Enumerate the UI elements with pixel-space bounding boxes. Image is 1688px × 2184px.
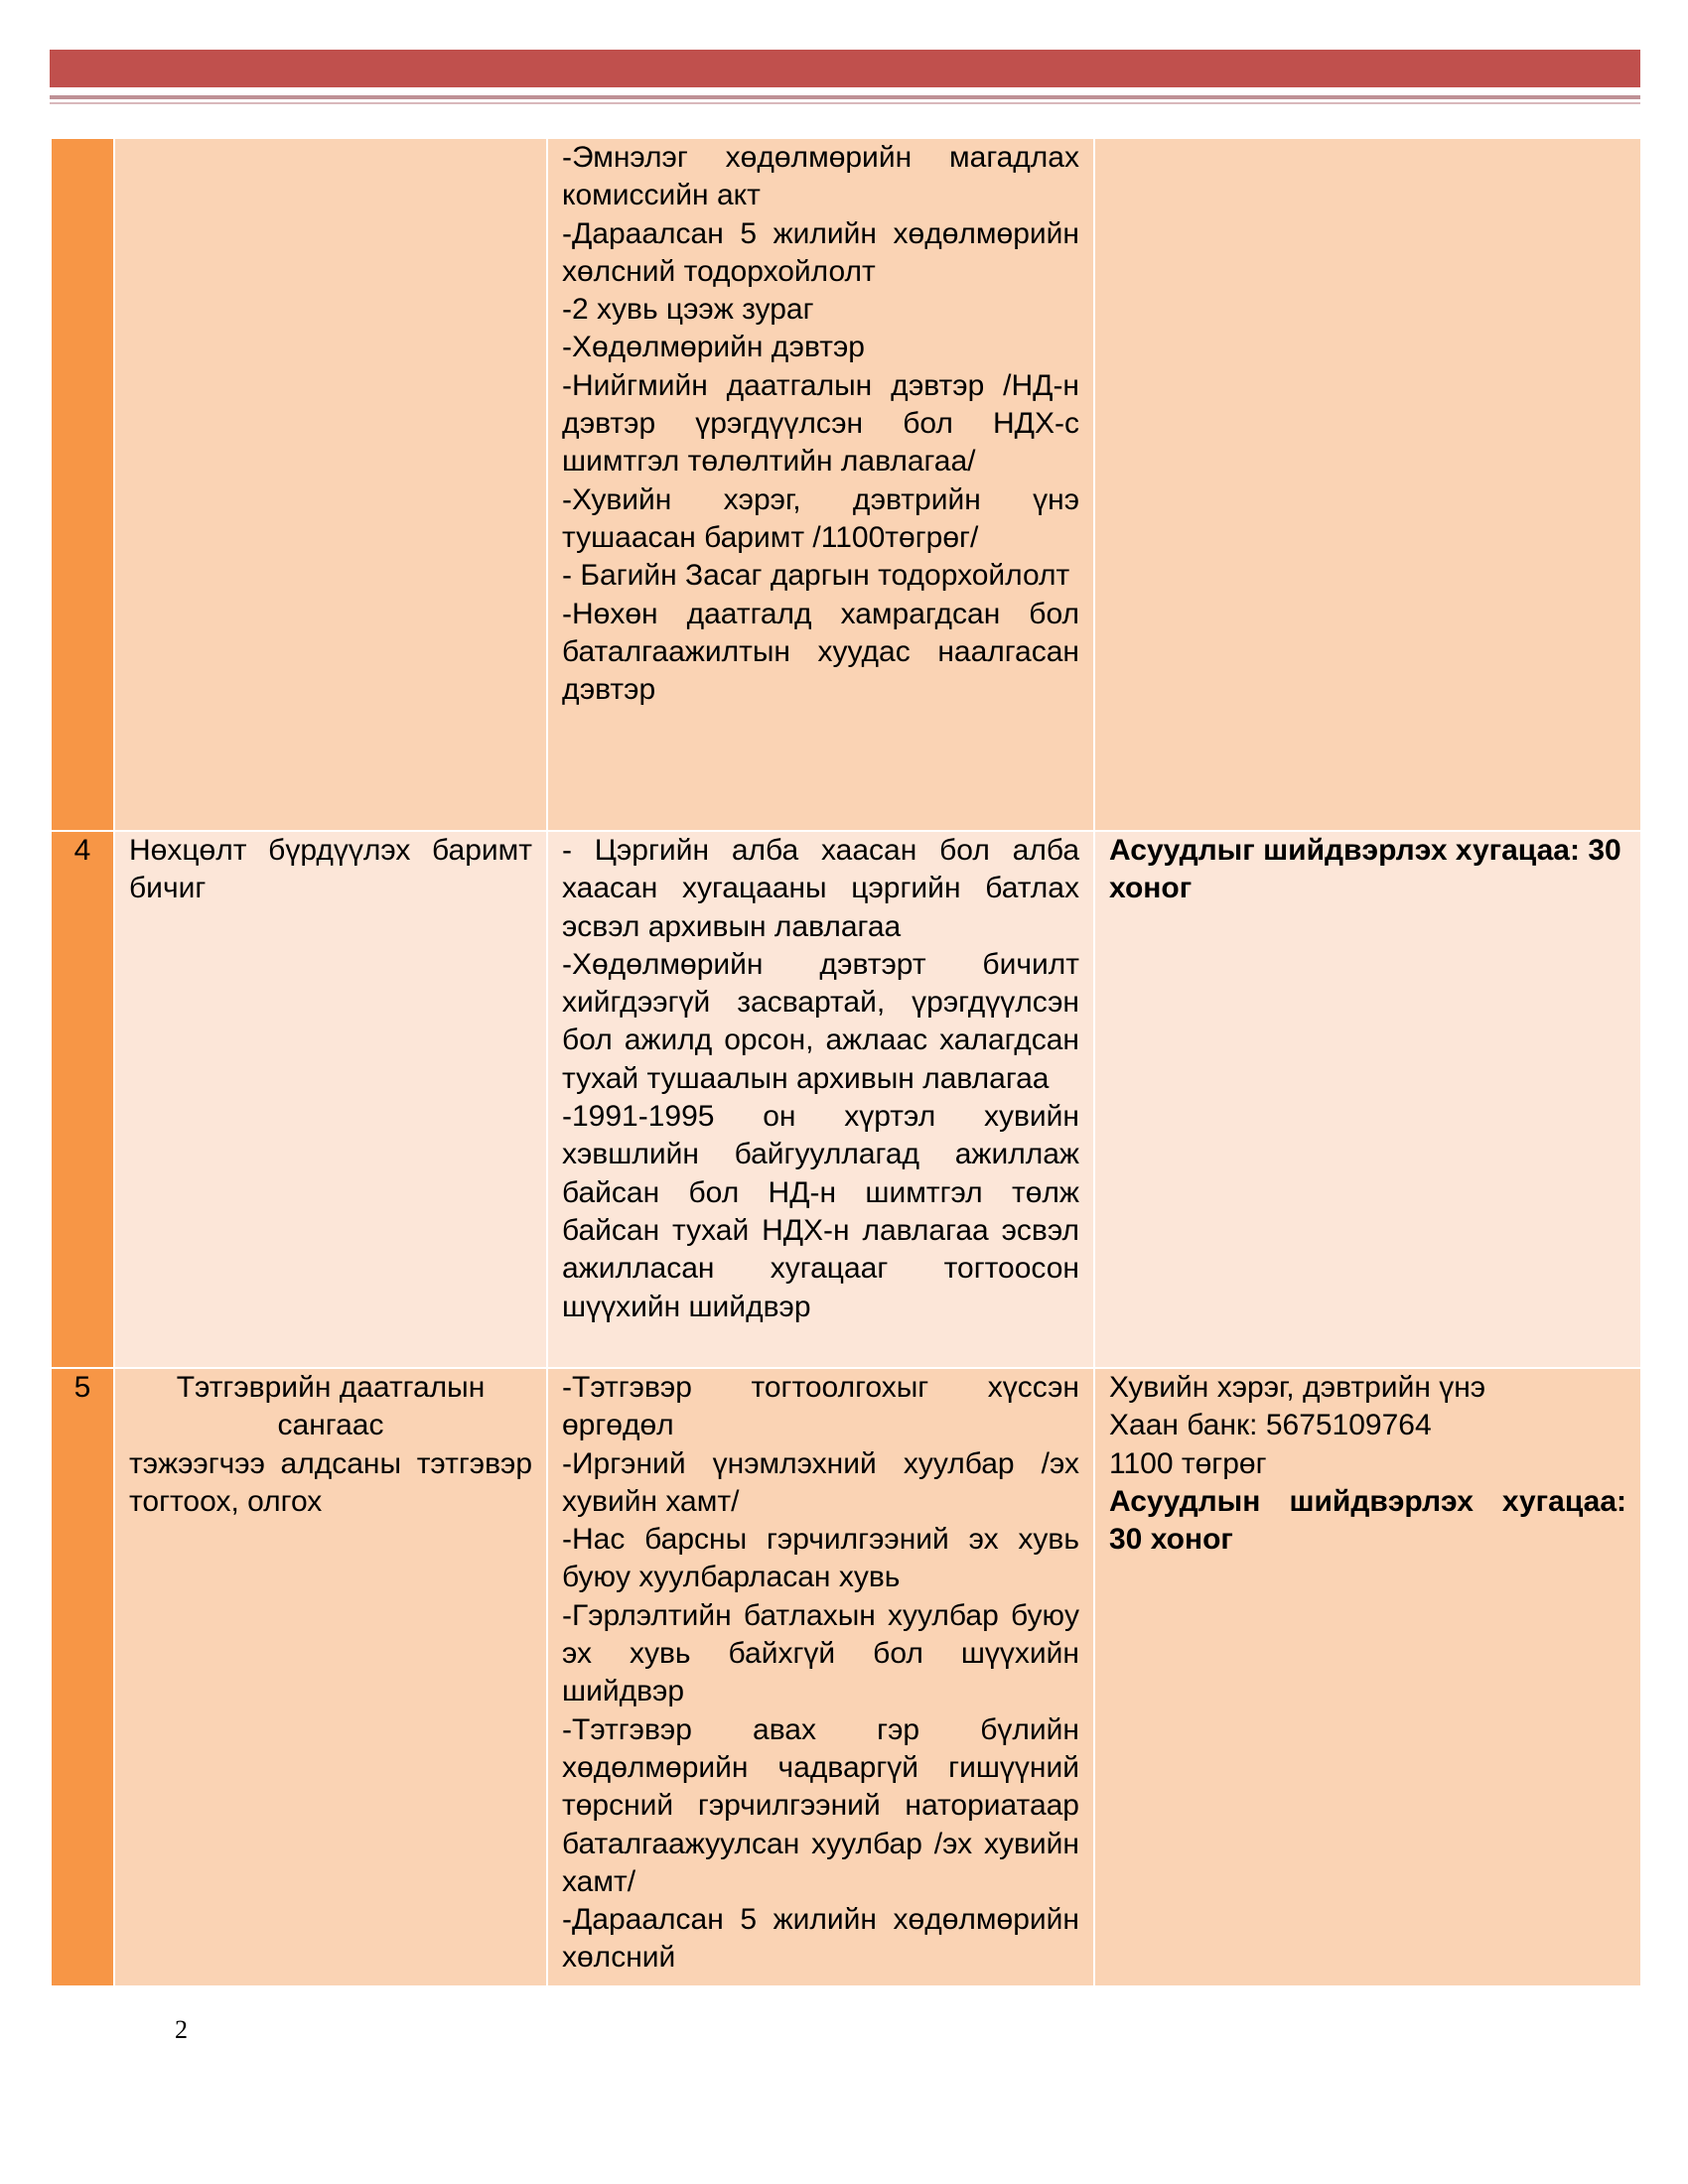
document-item: -Эмнэлэг хөдөлмөрийн магадлах комиссийн акт bbox=[562, 141, 1079, 212]
title-cell bbox=[114, 831, 547, 1368]
requirements-table bbox=[50, 137, 1642, 1987]
document-item: -1991-1995 он хүртэл хувийн хэвшлийн байгууллагад ажиллаж байсан бол НД-н шимтгэл төлж байсан тухай НДХ-н лавлагаа эсвэл ажилласан хугацааг тогтоосон шүүхийн шийдвэр bbox=[562, 1100, 1079, 1323]
document-item: -Дараалсан 5 жилийн хөдөлмөрийн хөлсний bbox=[562, 1903, 1079, 1975]
document-item: -Гэрлэлтийн батлахын хуулбар буюу эх хувь байхгүй бол шүүхийн шийдвэр bbox=[562, 1598, 1079, 1708]
document-item: -Нөхөн даатгалд хамрагдсан бол баталгаажилтын хуудас наалгасан дэвтэр bbox=[562, 597, 1079, 707]
row-number-cell: 5 bbox=[51, 1368, 114, 1986]
header-rule bbox=[50, 95, 1640, 99]
documents-cell bbox=[547, 831, 1094, 1368]
row-title: Нөхцөлт бүрдүүлэх баримт бичиг bbox=[129, 834, 532, 905]
document-item: -Хөдөлмөрийн дэвтэрт бичилт хийгдээгүй засвартай, үрэгдүүлсэн бол ажилд орсон, ажлаас халагдсан тухай тушаалын архивын лавлагаа bbox=[562, 947, 1079, 1095]
document-item: -Хувийн хэрэг, дэвтрийн үнэ тушаасан баримт /1100төгрөг/ bbox=[562, 482, 1079, 554]
row-title-line: тэжээгчээ алдсаны тэтгэвэр тогтоох, олгох bbox=[129, 1446, 532, 1518]
document-item: -Дараалсан 5 жилийн хөдөлмөрийн хөлсний тодорхойлолт bbox=[562, 216, 1079, 288]
notes-cell bbox=[1094, 1368, 1641, 1986]
documents-cell bbox=[547, 1368, 1094, 1986]
table-row bbox=[51, 138, 1641, 831]
header-band bbox=[50, 50, 1640, 87]
deadline-note: Асуудлыг шийдвэрлэх хугацаа: 30 хоног bbox=[1109, 834, 1621, 905]
notes-cell bbox=[1094, 138, 1641, 831]
document-item: -Тэтгэвэр тогтоолгохыг хүссэн өргөдөл bbox=[562, 1371, 1079, 1442]
document-item: -Хөдөлмөрийн дэвтэр bbox=[562, 331, 865, 364]
table-row bbox=[51, 831, 1641, 1368]
bank-account-note: Хаан банк: 5675109764 bbox=[1109, 1409, 1432, 1442]
title-cell bbox=[114, 1368, 547, 1986]
row-number-cell: 4 bbox=[51, 831, 114, 1368]
header-rule-thin bbox=[50, 102, 1640, 104]
document-item: -2 хувь цээж зураг bbox=[562, 293, 814, 327]
fee-note: Хувийн хэрэг, дэвтрийн үнэ bbox=[1109, 1371, 1486, 1404]
document-item: -Иргэний үнэмлэхний хуулбар /эх хувийн хамт/ bbox=[562, 1446, 1079, 1518]
document-item: - Цэргийн алба хаасан бол алба хаасан хугацааны цэргийн батлах эсвэл архивын лавлагаа bbox=[562, 834, 1079, 943]
fee-amount: 1100 төгрөг bbox=[1109, 1446, 1267, 1480]
document-item: - Багийн Засаг даргын тодорхойлолт bbox=[562, 559, 1070, 593]
document-item: -Тэтгэвэр авах гэр бүлийн хөдөлмөрийн чадваргүй гишүүний төрсний гэрчилгээний наториатаар баталгаажуулсан хуулбар /эх хувийн хамт/ bbox=[562, 1712, 1079, 1898]
row-title-line: Тэтгэврийн даатгалын сангаас bbox=[176, 1371, 486, 1442]
deadline-note: Асуудлын шийдвэрлэх хугацаа: 30 хоног bbox=[1109, 1484, 1626, 1557]
title-cell bbox=[114, 138, 547, 831]
page-number: 2 bbox=[175, 2015, 188, 2044]
documents-cell bbox=[547, 138, 1094, 831]
document-item: -Нас барсны гэрчилгээний эх хувь буюу хуулбарласан хувь bbox=[562, 1523, 1079, 1594]
table-row bbox=[51, 1368, 1641, 1986]
notes-cell bbox=[1094, 831, 1641, 1368]
row-number-cell bbox=[51, 138, 114, 831]
document-item: -Нийгмийн даатгалын дэвтэр /НД-н дэвтэр үрэгдүүлсэн бол НДХ-с шимтгэл төлөлтийн лавлагаа/ bbox=[562, 368, 1079, 478]
